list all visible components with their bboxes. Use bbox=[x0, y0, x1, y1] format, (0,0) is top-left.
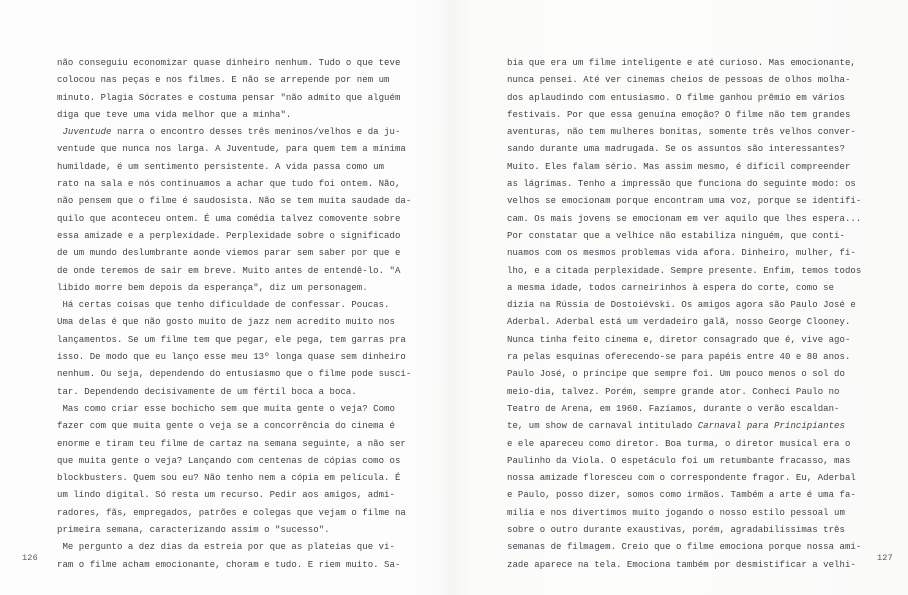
text-line: um lindo digital. Só resta um recurso. Pedir aos amigos, admi- bbox=[57, 490, 395, 501]
text-line: ram o filme acham emocionante, choram e tudo. E riem muito. Sa- bbox=[57, 559, 401, 570]
text-line: Paulo José, o príncipe que sempre foi. Um pouco menos o sol do bbox=[507, 369, 845, 380]
text-line: ventude que nunca nos larga. A Juventude, para quem tem a mínima bbox=[57, 144, 406, 155]
text-line: rato na sala e nós continuamos a achar que tudo foi ontem. Não, bbox=[57, 179, 401, 190]
text-line: velhos se emocionam porque encontram uma voz, porque se identifi- bbox=[507, 196, 862, 207]
text-line: dos aplaudindo com entusiasmo. O filme ganhou prêmio em vários bbox=[507, 92, 845, 103]
text-line: de um mundo deslumbrante aonde viemos parar sem saber por que e bbox=[57, 248, 401, 259]
text-line: que muita gente o veja? Lançando com centenas de cópias como os bbox=[57, 455, 401, 466]
text-line: essa amizade e a perplexidade. Perplexidade sobre o significado bbox=[57, 230, 401, 241]
text-line: isso. De modo que eu lanço esse meu 13º longa quase sem dinheiro bbox=[57, 352, 406, 363]
text-line: a mesma idade, todos carneirinhos à espera do corte, como se bbox=[507, 282, 835, 293]
text-line: Aderbal. Aderbal está um verdadeiro galã, nosso George Clooney. bbox=[507, 317, 851, 328]
text-line: Teatro de Arena, em 1960. Fazíamos, durante o verão escaldan- bbox=[507, 403, 840, 414]
text-line: Me pergunto a dez dias da estreia por que as plateias que vi- bbox=[57, 542, 395, 553]
right-page-text bbox=[507, 55, 861, 574]
left-page-number: 126 bbox=[22, 553, 38, 563]
text-line: sobre o outro durante exaustivas, porém, agradabilíssimas três bbox=[507, 525, 845, 536]
text-line: festivais. Por que essa genuína emoção? O filme não tem grandes bbox=[507, 109, 851, 120]
text-line: meio-dia, talvez. Porém, sempre grande ator. Conheci Paulo no bbox=[507, 386, 840, 397]
text-line: radores, fãs, empregados, patrões e colegas que vejam o filme na bbox=[57, 507, 406, 518]
text-line: não conseguiu economizar quase dinheiro nenhum. Tudo o que teve bbox=[57, 58, 401, 68]
text-line: e Paulo, posso dizer, somos como irmãos. Também a arte é uma fa- bbox=[507, 490, 856, 501]
text-line: ra pelas esquinas oferecendo-se para papéis entre 40 e 80 anos. bbox=[507, 352, 851, 363]
text-line: nuamos com os mesmos problemas vida afora. Dinheiro, mulher, fi- bbox=[507, 248, 856, 259]
text-line: Há certas coisas que tenho dificuldade de confessar. Poucas. bbox=[57, 300, 390, 311]
text-line: de onde teremos de sair em breve. Muito antes de entendê-lo. "A bbox=[57, 265, 401, 276]
text-line: dizia na Rússia de Dostoiévski. Os amigos agora são Paulo José e bbox=[507, 300, 856, 311]
text-line: blockbusters. Quem sou eu? Não tenho nem a cópia em película. É bbox=[57, 473, 401, 484]
text-line: bia que era um filme inteligente e até curioso. Mas emocionante, bbox=[507, 58, 856, 68]
text-line: Por constatar que a velhice não estabiliza ninguém, que conti- bbox=[507, 230, 845, 241]
text-line: sando durante uma madrugada. Se os assuntos são interessantes? bbox=[507, 144, 845, 155]
text-line: mília e nos divertimos muito jogando o nosso estilo pessoal um bbox=[507, 507, 845, 518]
text-line: lho, e a citada perplexidade. Sempre presente. Enfim, temos todos bbox=[507, 265, 862, 276]
text-line: tar. Dependendo decisivamente de um fértil boca a boca. bbox=[57, 386, 357, 397]
text-line: nossa amizade floresceu com o correspondente fragor. Eu, Aderbal bbox=[507, 473, 856, 484]
text-line: zade aparece na tela. Emociona também por desmistificar a velhi- bbox=[507, 559, 856, 570]
text-line: fazer com que muita gente o veja se a concorrência do cinema é bbox=[57, 421, 395, 432]
right-page-number: 127 bbox=[877, 553, 893, 563]
text-line: e ele apareceu como diretor. Boa turma, o diretor musical era o bbox=[507, 438, 851, 449]
text-line: Uma delas é que não gosto muito de jazz nem acredito muito nos bbox=[57, 317, 395, 328]
text-line: nunca pensei. Até ver cinemas cheios de pessoas de olhos molha- bbox=[507, 75, 851, 86]
text-line: te, um show de carnaval intitulado Carnaval para Principiantes bbox=[507, 421, 845, 432]
text-line: nenhum. Ou seja, dependendo do entusiasmo que o filme pode susci- bbox=[57, 369, 412, 380]
text-line: Juventude narra o encontro desses três meninos/velhos e da ju- bbox=[62, 127, 401, 138]
text-line: colocou nas peças e nos filmes. E não se arrepende por nem um bbox=[57, 75, 390, 86]
text-line: aventuras, não tem mulheres bonitas, somente três velhos conver- bbox=[507, 127, 856, 138]
text-line: humildade, é um sentimento persistente. A vida passa como um bbox=[57, 161, 385, 172]
text-line: quilo que aconteceu ontem. É uma comédia talvez comovente sobre bbox=[57, 213, 401, 224]
text-line: não pensem que o filme é saudosista. Não se tem muita saudade da- bbox=[57, 196, 412, 207]
text-line: semanas de filmagem. Creio que o filme emociona porque nossa ami- bbox=[507, 542, 862, 553]
text-line: primeira semana, caracterizando assim o "sucesso". bbox=[57, 525, 330, 536]
left-page-text bbox=[57, 55, 411, 574]
text-line: enorme e tiram teu filme de cartaz na semana seguinte, a não ser bbox=[57, 438, 406, 449]
text-line: minuto. Plagia Sócrates e costuma pensar "não admito que alguém bbox=[57, 92, 401, 103]
text-line: Nunca tinha feito cinema e, diretor consagrado que é, vive ago- bbox=[507, 334, 851, 345]
text-line: cam. Os mais jovens se emocionam em ver aquilo que lhes espera... bbox=[507, 213, 862, 224]
text-line: Mas como criar esse bochicho sem que muita gente o veja? Como bbox=[57, 403, 395, 414]
text-line: diga que teve uma vida melhor que a minha". bbox=[57, 109, 292, 120]
text-line: Muito. Eles falam sério. Mas assim mesmo, é difícil compreender bbox=[507, 161, 851, 172]
text-line: libido morre bem depois da esperança", diz um personagem. bbox=[57, 282, 368, 293]
text-line: as lágrimas. Tenho a impressão que funciona do seguinte modo: os bbox=[507, 179, 856, 190]
text-line: lançamentos. Se um filme tem que pegar, ele pega, tem garras pra bbox=[57, 334, 406, 345]
right-page bbox=[454, 0, 908, 595]
text-line: Paulinho da Viola. O espetáculo foi um retumbante fracasso, mas bbox=[507, 455, 851, 466]
